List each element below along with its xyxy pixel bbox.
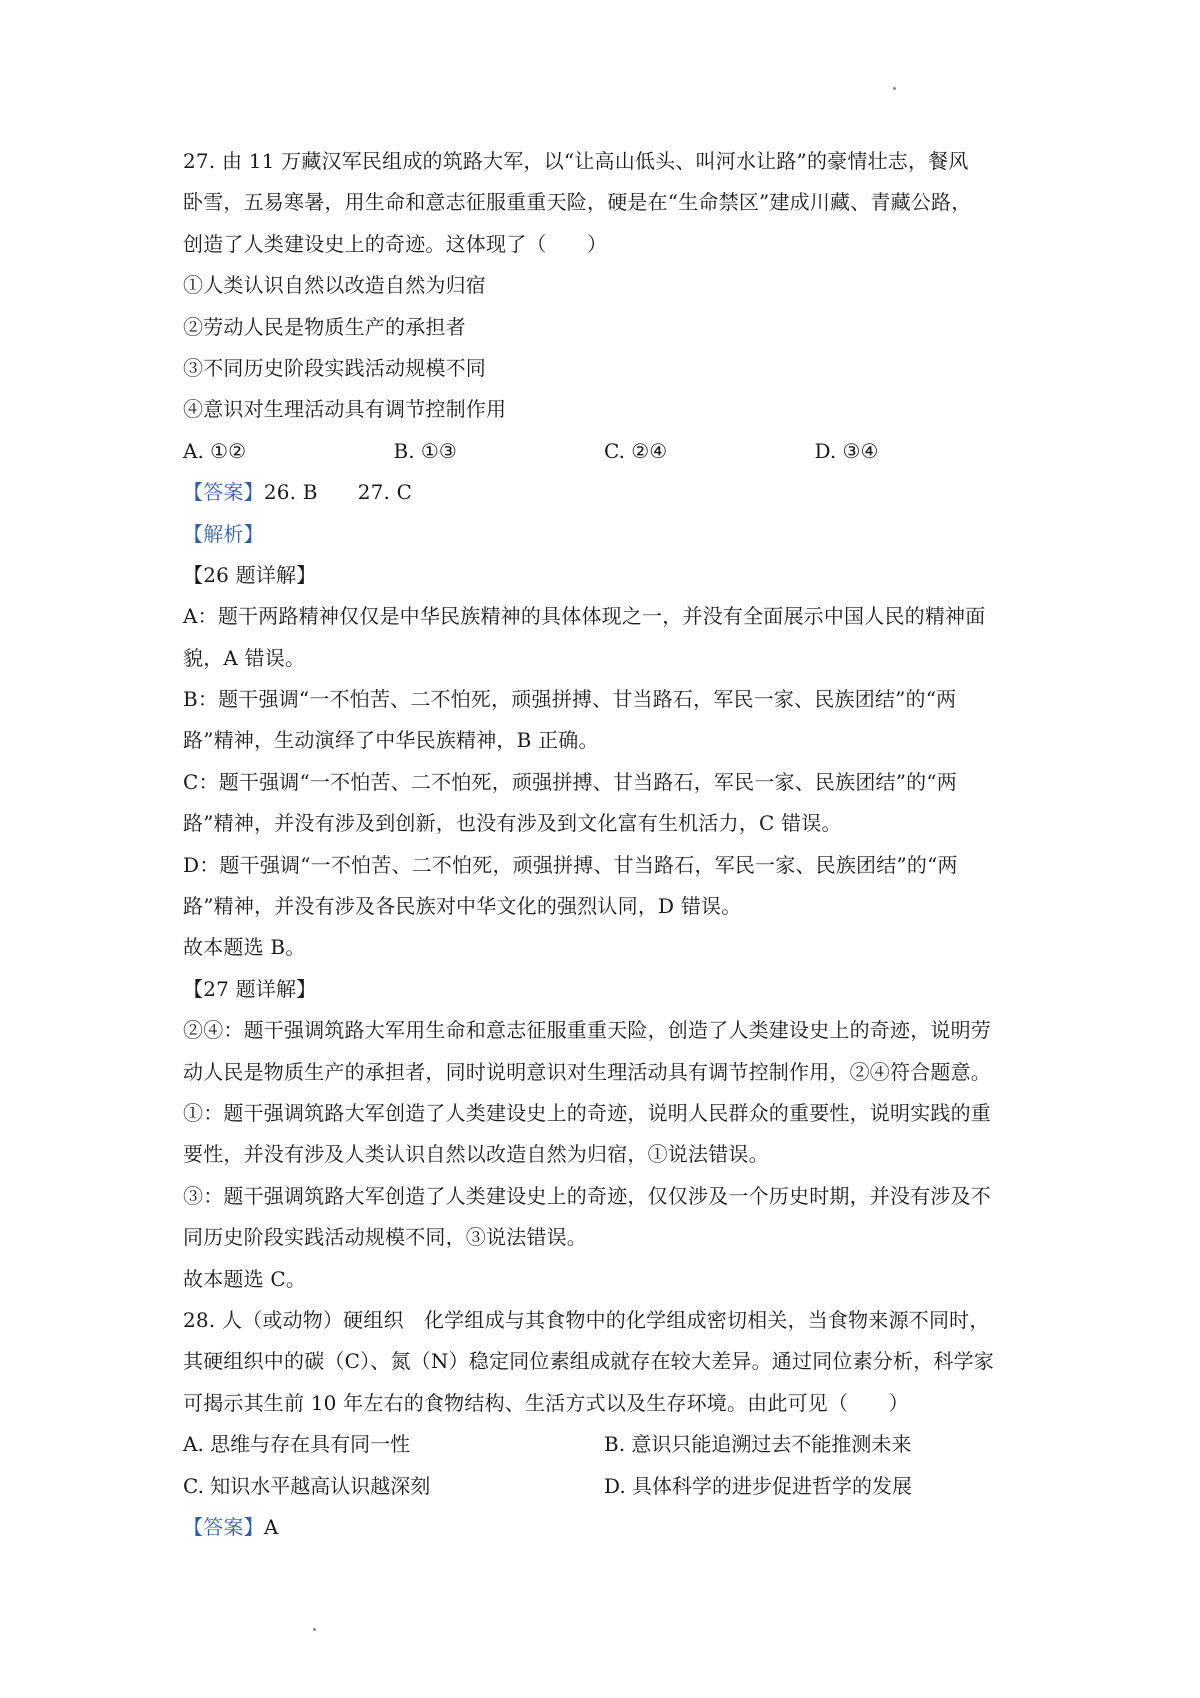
detail-26-heading: 【26 题详解】: [183, 562, 317, 587]
detail-26-line-6: 路”精神，并没有涉及到创新，也没有涉及到文化富有生机活力，C 错误。: [183, 811, 842, 836]
option-c: C. ②④: [604, 438, 668, 463]
corner-mark-top: [893, 87, 896, 90]
answer-label: 【答案】: [183, 480, 264, 505]
question-27-line-1: 27. 由 11 万藏汉军民组成的筑路大军，以“让高山低头、叫河水让路”的豪情壮志，餐风: [183, 149, 969, 173]
option-d: D. ③④: [814, 438, 879, 463]
detail-26-line-1: A：题干两路精神仅仅是中华民族精神的具体体现之一，并没有全面展示中国人民的精神面: [183, 604, 986, 629]
detail-27-conclusion: 故本题选 C。: [183, 1266, 307, 1291]
document-page: [183, 141, 1025, 1548]
detail-27-line-6: 同历史阶段实践活动规模不同，③说法错误。: [183, 1225, 587, 1250]
detail-26-line-8: 路”精神，并没有涉及各民族对中华文化的强烈认同，D 错误。: [183, 894, 742, 919]
detail-27-line-1: ②④：题干强调筑路大军用生命和意志征服重重天险，创造了人类建设史上的奇迹，说明劳: [183, 1018, 991, 1043]
question-28-options-row-2: [183, 1466, 1025, 1507]
detail-26-line-3: B：题干强调“一不怕苦、二不怕死，顽强拼搏、甘当路石，军民一家、民族团结”的“两: [183, 687, 957, 712]
question-28-line-2: 其硬组织中的碳（C）、氮（N）稳定同位素组成就存在较大差异。通过同位素分析，科学家: [183, 1349, 995, 1374]
answer-28-line: [183, 1507, 1025, 1548]
detail-26-line-7: D：题干强调“一不怕苦、二不怕死，顽强拼搏、甘当路石，军民一家、民族团结”的“两: [183, 852, 958, 877]
detail-27-line-5: ③：题干强调筑路大军创造了人类建设史上的奇迹，仅仅涉及一个历史时期，并没有涉及不: [183, 1183, 991, 1208]
question-28-line-1: 28. 人（或动物）硬组织 化学组成与其食物中的化学组成密切相关，当食物来源不同时，: [183, 1307, 990, 1332]
statement-1: ①人类认识自然以改造自然为归宿: [183, 273, 486, 298]
option-c: C. 知识水平越高认识越深刻: [183, 1473, 431, 1498]
detail-27-line-4: 要性，并没有涉及人类认识自然以改造自然为归宿，①说法错误。: [183, 1142, 769, 1167]
detail-27-heading: 【27 题详解】: [183, 976, 317, 1001]
question-27: [183, 141, 1025, 472]
question-27-options: [183, 431, 1025, 472]
statement-4: ④意识对生理活动具有调节控制作用: [183, 397, 507, 422]
answer-28-value: A: [263, 1514, 279, 1539]
question-28-options-row-1: [183, 1424, 1025, 1465]
question-28: [183, 1300, 1025, 1507]
question-27-line-2: 卧雪，五易寒暑，用生命和意志征服重重天险，硬是在“生命禁区”建成川藏、青藏公路，: [183, 190, 972, 215]
answer-28-label: 【答案】: [183, 1514, 264, 1539]
question-28-line-3: 可揭示其生前 10 年左右的食物结构、生活方式以及生存环境。由此可见（ ）: [183, 1390, 909, 1415]
answer-27: 27. C: [357, 480, 413, 505]
detail-27-line-2: 动人民是物质生产的承担者，同时说明意识对生理活动具有调节控制作用，②④符合题意。: [183, 1059, 991, 1084]
detail-27: [183, 969, 1025, 1300]
statement-3: ③不同历史阶段实践活动规模不同: [183, 355, 486, 380]
detail-26-conclusion: 故本题选 B。: [183, 935, 306, 960]
option-d: D. 具体科学的进步促进哲学的发展: [604, 1473, 913, 1498]
detail-26-line-5: C：题干强调“一不怕苦、二不怕死，顽强拼搏、甘当路石，军民一家、民族团结”的“两: [183, 769, 957, 794]
option-b: B. ①③: [393, 438, 457, 463]
option-a: A. ①②: [183, 438, 247, 463]
detail-26: [183, 555, 1025, 969]
statement-2: ②劳动人民是物质生产的承担者: [183, 314, 466, 339]
option-a: A. 思维与存在具有同一性: [183, 1432, 411, 1457]
analysis-label: 【解析】: [183, 521, 264, 546]
question-27-line-3: 创造了人类建设史上的奇迹。这体现了（ ）: [183, 231, 608, 256]
detail-26-line-2: 貌，A 错误。: [183, 645, 306, 670]
answer-26: 26. B: [263, 480, 318, 505]
answer-line: [183, 472, 1025, 513]
detail-26-line-4: 路”精神，生动演绎了中华民族精神，B 正确。: [183, 728, 599, 753]
detail-27-line-3: ①：题干强调筑路大军创造了人类建设史上的奇迹，说明人民群众的重要性，说明实践的重: [183, 1100, 991, 1125]
corner-mark-bottom: [313, 1628, 316, 1631]
option-b: B. 意识只能追溯过去不能推测未来: [604, 1432, 912, 1457]
